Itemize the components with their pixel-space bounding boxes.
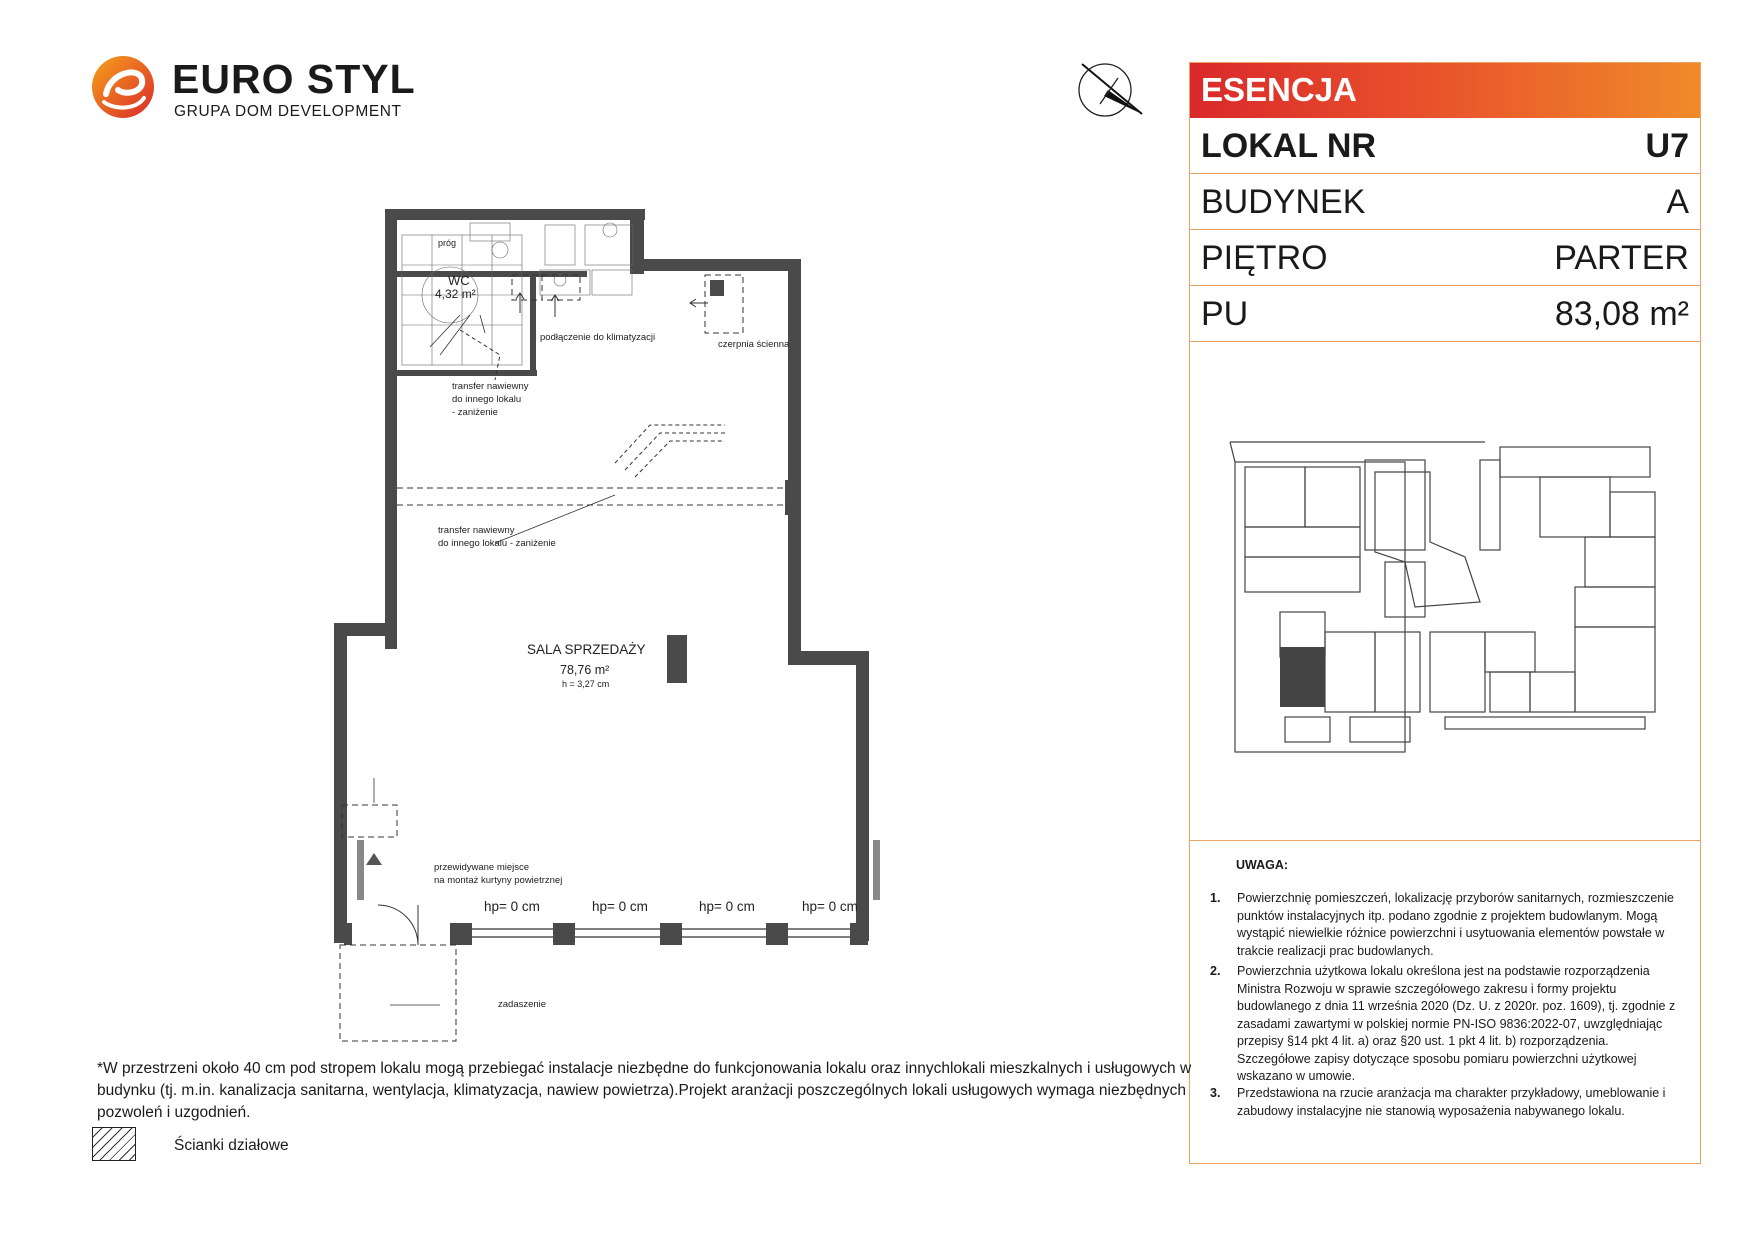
sales-room-area: 78,76 m² bbox=[560, 663, 610, 677]
threshold-label: próg bbox=[438, 238, 457, 248]
ceiling-installations-footnote: *W przestrzeni około 40 cm pod stropem lokalu mogą przebiegać instalacje niezbędne do funkcjonowania lokalu oraz innychlokali mieszkalnych i usługowych w budynku (tj. m.in. kanalizacja sanitarna, wentylacja, klimatyzacja, nawiew powietrza).Projekt aranżacji poszczególnych lokali usługowych wymaga niezbędnych pozwoleń i uzgodnień. bbox=[97, 1060, 1192, 1121]
air-intake-label: czerpnia ścienna bbox=[718, 339, 790, 350]
note-text: Przedstawiona na rzucie aranżacja ma charakter przykładowy, umeblowanie i zabudowy instalacyjne nie stanowią wyposażenia nabywanego lokalu. bbox=[1237, 1086, 1666, 1118]
info-row-area bbox=[1190, 286, 1700, 342]
canopy-label: zadaszenie bbox=[498, 999, 547, 1010]
building-key-plan bbox=[1190, 342, 1700, 841]
note-number: 2. bbox=[1210, 964, 1221, 978]
logo-swirl-icon bbox=[90, 54, 156, 120]
note-number: 3. bbox=[1210, 1086, 1221, 1100]
info-label: BUDYNEK bbox=[1201, 183, 1366, 221]
legend-label: Ścianki działowe bbox=[174, 1137, 289, 1154]
threshold-height-1: hp= 0 cm bbox=[484, 899, 540, 914]
partition-wall-hatch-icon bbox=[92, 1127, 136, 1161]
euro-styl-logo bbox=[90, 54, 156, 120]
info-value: 83,08 m² bbox=[1554, 295, 1689, 333]
transfer-label-2b: do innego lokalu - zaniżenie bbox=[438, 538, 556, 549]
brand-tagline: GRUPA DOM DEVELOPMENT bbox=[174, 103, 402, 120]
note-item bbox=[1210, 890, 1690, 962]
note-text: Powierzchnię pomieszczeń, lokalizację przyborów sanitarnych, rozmieszczenie punktów instalacyjnych itp. podano zgodnie z projektem budowlanym. Mogą wystąpić niewielkie różnice powierzchni i usytuowania elementów powstałe w trakcie realizacji prac budowlanych. bbox=[1237, 891, 1674, 958]
note-item bbox=[1210, 963, 1690, 1083]
info-value: A bbox=[1666, 183, 1689, 221]
transfer-label-1a: transfer nawiewny bbox=[452, 381, 529, 392]
wc-room-name: WC bbox=[448, 273, 470, 288]
info-row-building bbox=[1190, 174, 1700, 230]
floor-plan bbox=[330, 205, 910, 1065]
threshold-height-3: hp= 0 cm bbox=[699, 899, 755, 914]
north-arrow-icon bbox=[1060, 56, 1150, 126]
transfer-label-2a: transfer nawiewny bbox=[438, 525, 515, 536]
sales-room-height: h = 3,27 cm bbox=[562, 679, 610, 689]
air-curtain-label-a: przewidywane miejsce bbox=[434, 862, 530, 873]
transfer-label-1c: - zaniżenie bbox=[452, 407, 498, 418]
highlighted-unit bbox=[1280, 647, 1325, 707]
info-value: PARTER bbox=[1554, 239, 1689, 277]
notes-title: UWAGA: bbox=[1236, 858, 1289, 872]
sales-room-name: SALA SPRZEDAŻY bbox=[527, 642, 646, 657]
investment-name: ESENCJA bbox=[1201, 71, 1357, 108]
note-text: Powierzchnia użytkowa lokalu określona jest na podstawie rozporządzenia Ministra Rozwoju w sprawie szczegółowego zakresu i formy projektu budowlanego z dnia 11 września 2020 (Dz. U. z 2020r. poz. 1609), tj. zgodnie z zasadami zawartymi w polskiej normie PN-ISO 9836:2022-07, uwzględniając przepisy §14 pkt 4 lit. a) oraz §20 ust. 1 pkt 4 lit. b) rozporządzenia. Szczegółowe zapisy dotyczące sposobu pomiaru powierzchni użytkowej wskazano w umowie. bbox=[1237, 964, 1676, 1083]
info-row-unit bbox=[1190, 118, 1700, 174]
info-label: PIĘTRO bbox=[1201, 239, 1328, 277]
note-item bbox=[1210, 1085, 1690, 1145]
transfer-label-1b: do innego lokalu bbox=[452, 394, 522, 405]
wc-room-area: 4,32 m² bbox=[435, 287, 476, 301]
investment-header bbox=[1190, 63, 1700, 118]
threshold-height-2: hp= 0 cm bbox=[592, 899, 648, 914]
info-label: LOKAL NR bbox=[1201, 127, 1377, 165]
air-curtain-label-b: na montaż kurtyny powietrznej bbox=[434, 875, 563, 886]
brand-name: EURO STYL bbox=[172, 56, 416, 102]
info-row-floor bbox=[1190, 230, 1700, 286]
info-label: PU bbox=[1201, 295, 1249, 333]
info-value: U7 bbox=[1645, 127, 1689, 165]
key-plan-section bbox=[1190, 342, 1700, 841]
note-number: 1. bbox=[1210, 891, 1221, 905]
ac-connection-label: podłączenie do klimatyzacji bbox=[540, 332, 656, 343]
threshold-height-4: hp= 0 cm bbox=[802, 899, 858, 914]
